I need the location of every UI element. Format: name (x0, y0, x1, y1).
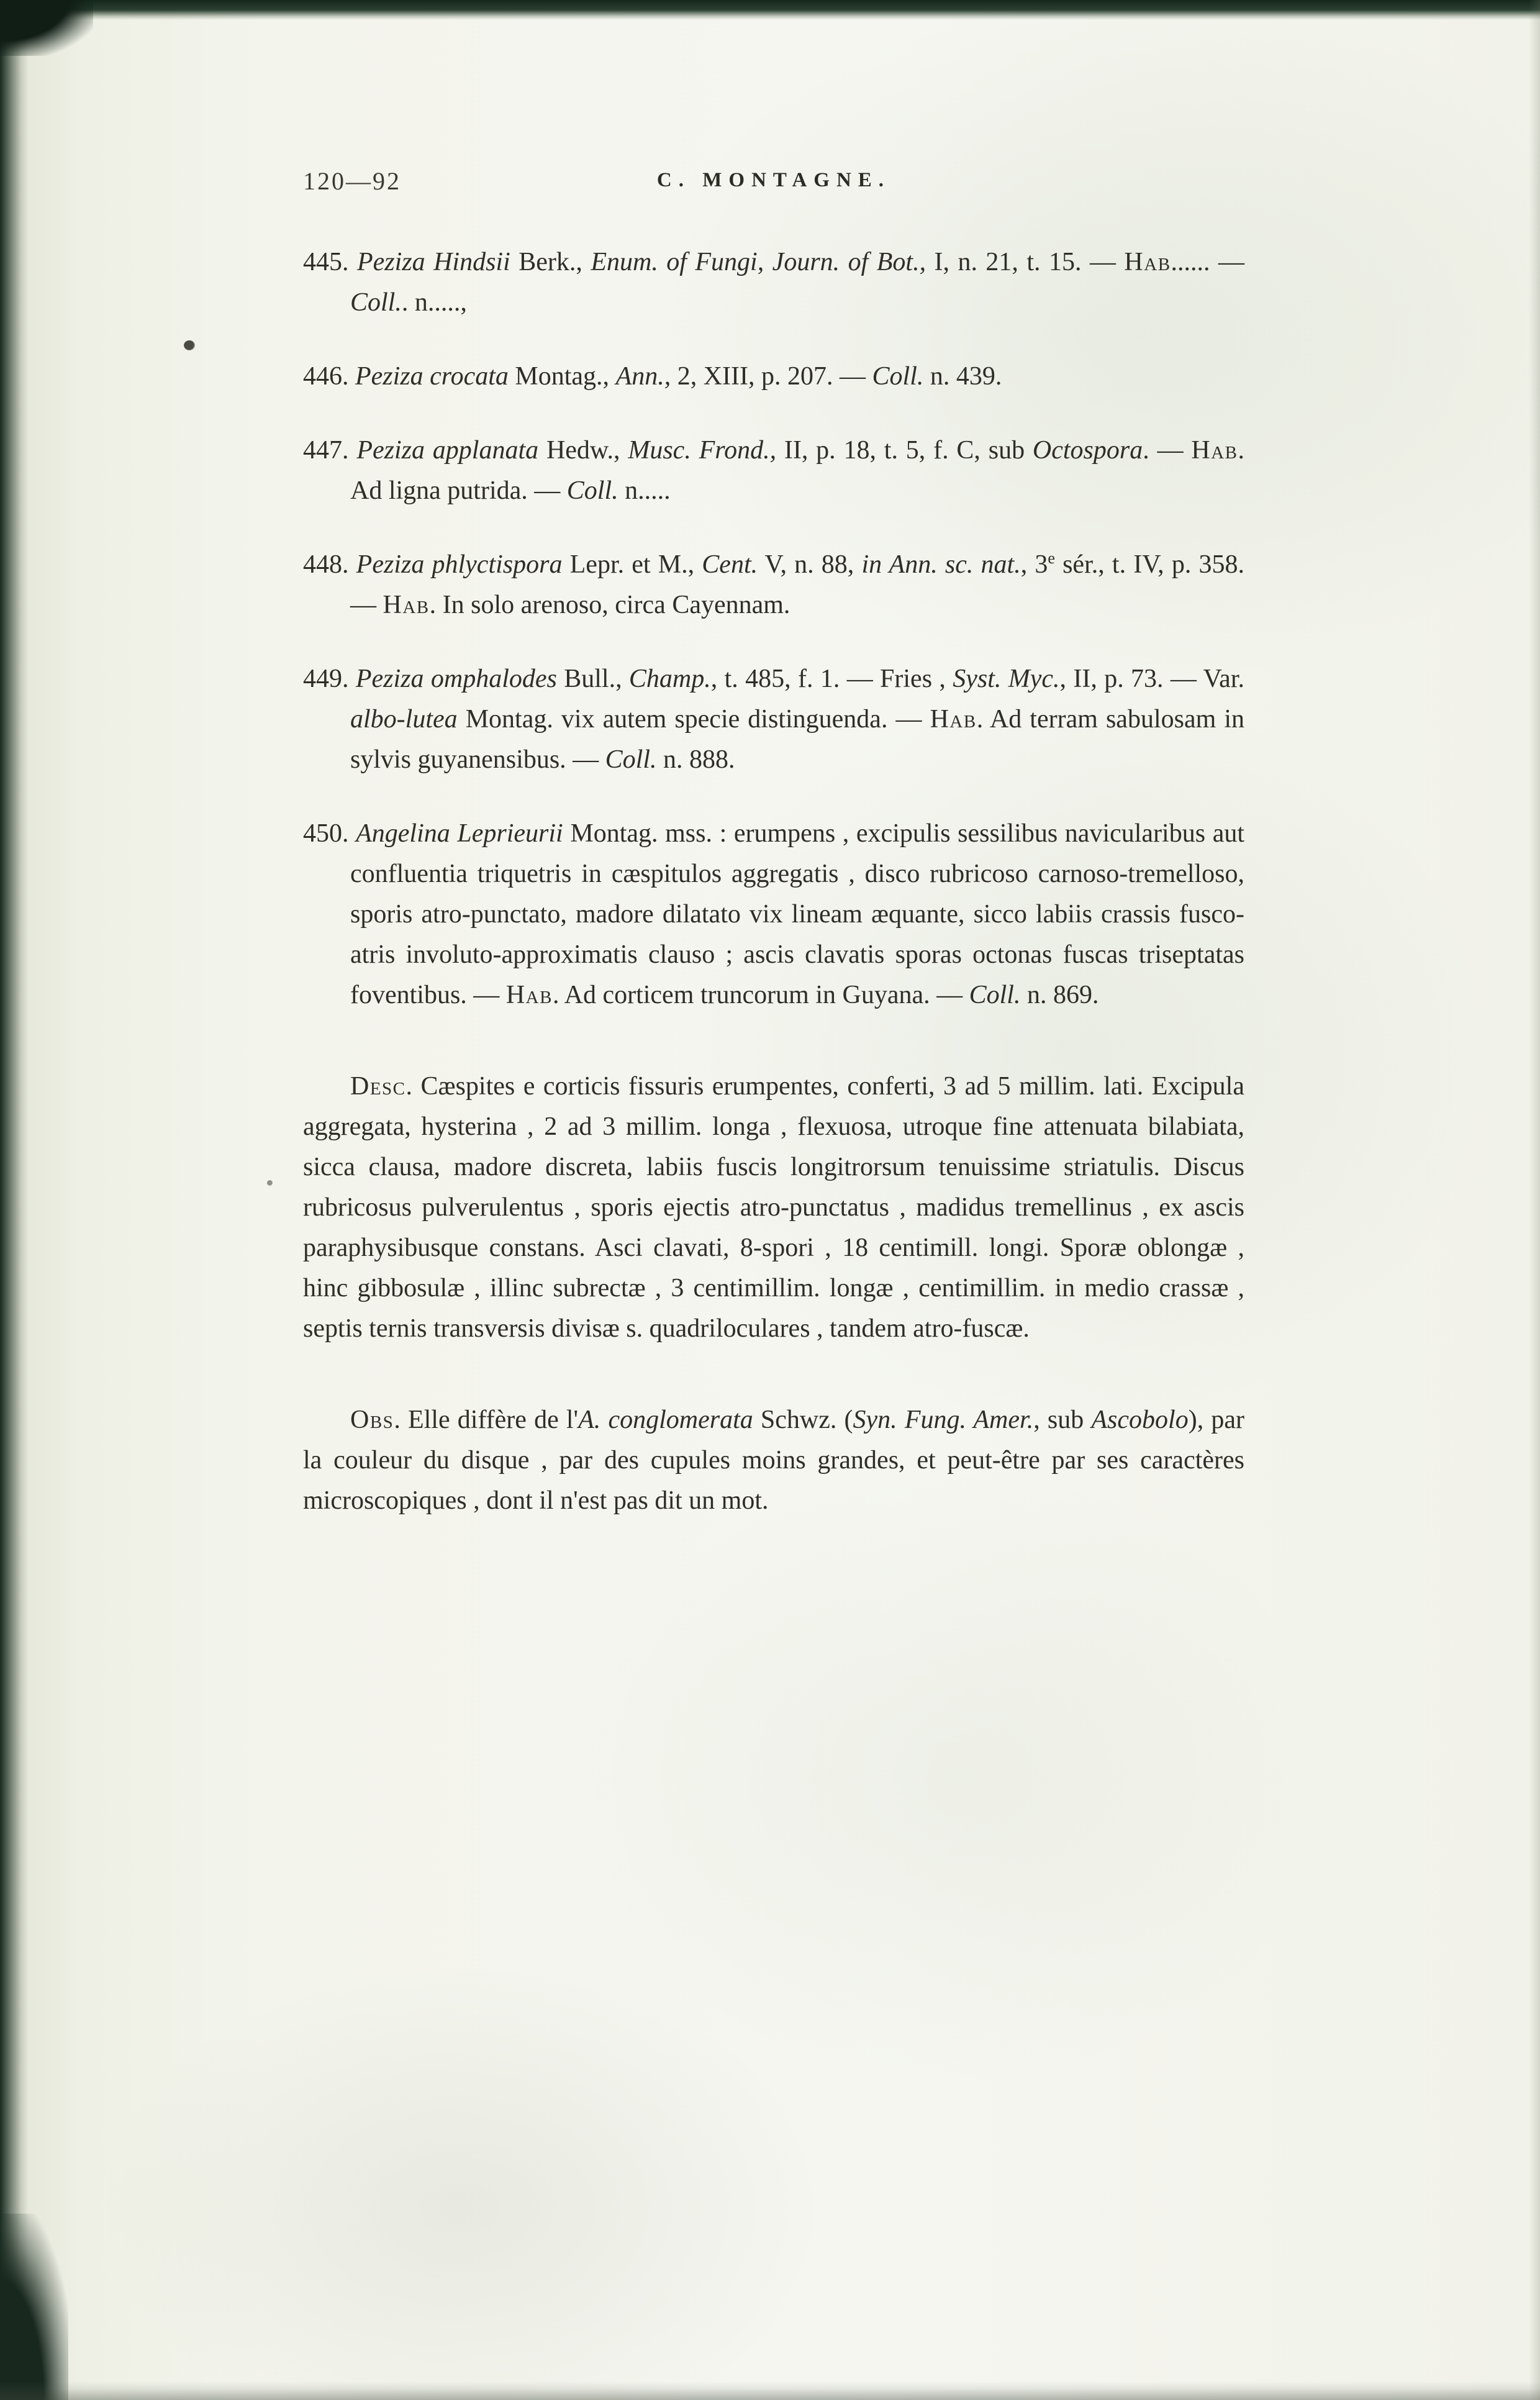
text-segment: Lepr. et M., (569, 550, 702, 579)
text-segment: 450. (303, 819, 356, 848)
scan-edge-top (0, 0, 1540, 20)
text-segment: Syn. Fung. Amer. (853, 1406, 1034, 1434)
text-segment: . Ad ligna putrida. — (350, 436, 1245, 505)
text-segment: I, n. 21, t. 15. — (934, 248, 1125, 276)
scan-corner-top-left (0, 0, 93, 56)
text-segment: Obs (350, 1406, 394, 1434)
text-segment: n. 439. (923, 362, 1002, 391)
text-segment: Hab (1191, 436, 1238, 465)
text-segment: V, n. 88, (758, 550, 862, 579)
text-segment: , 3 (1020, 550, 1048, 579)
text-segment: 2, XIII, p. 207. — (677, 362, 872, 391)
scan-edge-right (1529, 0, 1540, 2400)
text-segment: . In solo arenoso, circa Cayennam. (429, 591, 790, 619)
text-segment: . Ad corticem truncorum in Guyana. — (552, 981, 969, 1009)
text-segment: Hab (383, 591, 430, 619)
text-block (303, 166, 1244, 1521)
text-segment: Peziza applanata (356, 436, 546, 465)
text-segment: Octospora (1032, 436, 1143, 465)
text-segment: Peziza omphalodes (355, 665, 564, 693)
ink-speck (184, 340, 195, 350)
text-segment: n..... (618, 476, 671, 505)
text-segment: ), par la couleur du disque , par des cupules moins grandes, et peut-être par ses caractères microscopiques , dont il n'est pas dit un mot. (303, 1406, 1244, 1515)
text-segment: Montag., (515, 362, 616, 391)
text-segment: 449. (303, 665, 356, 693)
text-segment: Coll. (872, 362, 924, 391)
text-segment: Coll. (605, 745, 657, 774)
entry-449 (303, 659, 1244, 780)
text-segment: , t. 485, f. 1. — Fries , (710, 665, 953, 693)
scan-corner-bottom-left (0, 2214, 68, 2400)
text-segment: . n....., (401, 288, 467, 317)
text-segment: Coll. (566, 476, 618, 505)
text-segment: sér., t. IV, p. 358. — (350, 550, 1244, 619)
text-segment: . Elle diffère de l' (394, 1406, 579, 1434)
text-segment: albo-lutea (350, 705, 466, 734)
text-segment: Coll. (350, 288, 402, 317)
page-header (303, 166, 1244, 201)
text-segment: Angelina Leprieurii (356, 819, 571, 848)
text-segment: Schwz. ( (760, 1406, 853, 1434)
text-segment: Montag. mss. : erumpens , excipulis sessilibus navicularibus aut confluentia triquetris in cæspitulos aggregatis , disco rubricoso carnoso-tremelloso, sporis atro-punctato, madore dilatato vix lineam æquante, sicco labiis crassis fusco-atris involuto-approximatis clauso ; ascis clavatis sporas octonas fuscas triseptatas foventibus. — (350, 819, 1244, 1009)
entry-448 (303, 545, 1244, 625)
running-title: C. MONTAGNE. (656, 169, 891, 191)
text-segment: . — (1143, 436, 1192, 465)
entry-445 (303, 242, 1244, 323)
page-number: 120—92 (303, 167, 401, 195)
text-segment: Peziza Hindsii (356, 248, 519, 276)
ink-speck (267, 1180, 273, 1186)
text-segment: Hab (505, 981, 553, 1009)
text-segment: , II, p. 73. — Var. (1059, 665, 1244, 693)
text-segment: . Ad terram sabulosam in sylvis guyanensibus. — (350, 705, 1244, 774)
text-segment: n. 869. (1020, 981, 1099, 1009)
entry-447 (303, 430, 1244, 511)
text-segment: Peziza phlyctispora (356, 550, 570, 579)
text-segment: A. conglomerata (578, 1406, 761, 1434)
text-segment: Desc (350, 1072, 406, 1101)
text-segment: 448. (303, 550, 356, 579)
entry-446 (303, 357, 1244, 397)
text-segment: in Ann. sc. nat. (861, 550, 1021, 579)
text-segment: Peziza crocata (355, 362, 515, 391)
text-segment: . Cæspites e corticis fissuris erumpentes, conferti, 3 ad 5 millim. lati. Excipula aggregata, hysterina , 2 ad 3 millim. longa , flexuosa, utroque fine attenuata bilabiata, sicca clausa, madore discreta, labiis fuscis longitrorsum tenuissime striatulis. Discus rubricosus pulverulentus , sporis ejectis atro-punctatus , madidus tremellinus , ex ascis paraphysibusque constans. Asci clavati, 8-spori , 18 centimill. longi. Sporæ oblongæ , hinc gibbosulæ , illinc subrectæ , 3 centimillim. longæ , centimillim. in medio crassæ , septis ternis transversis divisæ s. quadriloculares , tandem atro-fuscæ. (303, 1072, 1244, 1343)
entry-450 (303, 814, 1244, 1016)
text-segment: Hab (1124, 248, 1171, 276)
text-segment: Coll. (969, 981, 1021, 1009)
text-segment: Musc. Frond., (628, 436, 784, 465)
text-segment: Syst. Myc. (953, 665, 1060, 693)
scan-edge-bottom (0, 2381, 1540, 2400)
text-segment: Hab (930, 705, 977, 734)
text-segment: Bull., (564, 665, 629, 693)
scan-edge-left (0, 0, 29, 2400)
observation-paragraph (303, 1400, 1244, 1521)
text-segment: Montag. vix autem specie distinguenda. — (465, 705, 930, 734)
text-segment: ...... — (1171, 248, 1245, 276)
text-segment: Berk., (519, 248, 591, 276)
text-segment: 445. (303, 248, 357, 276)
text-segment: Hedw., (546, 436, 628, 465)
text-segment: e (1048, 549, 1055, 567)
text-segment: Champ. (628, 665, 711, 693)
text-segment: , sub (1033, 1406, 1092, 1434)
description-paragraph (303, 1066, 1244, 1349)
text-segment: Cent. (702, 550, 758, 579)
text-segment: Enum. of Fungi, Journ. of Bot., (591, 248, 935, 276)
text-segment: 447. (303, 436, 357, 465)
text-segment: Ascobolo (1091, 1406, 1189, 1434)
text-segment: II, p. 18, t. 5, f. C, sub (784, 436, 1033, 465)
entries-container (303, 242, 1244, 1521)
text-segment: Ann., (615, 362, 677, 391)
text-segment: 446. (303, 362, 355, 391)
text-segment: n. 888. (656, 745, 735, 774)
